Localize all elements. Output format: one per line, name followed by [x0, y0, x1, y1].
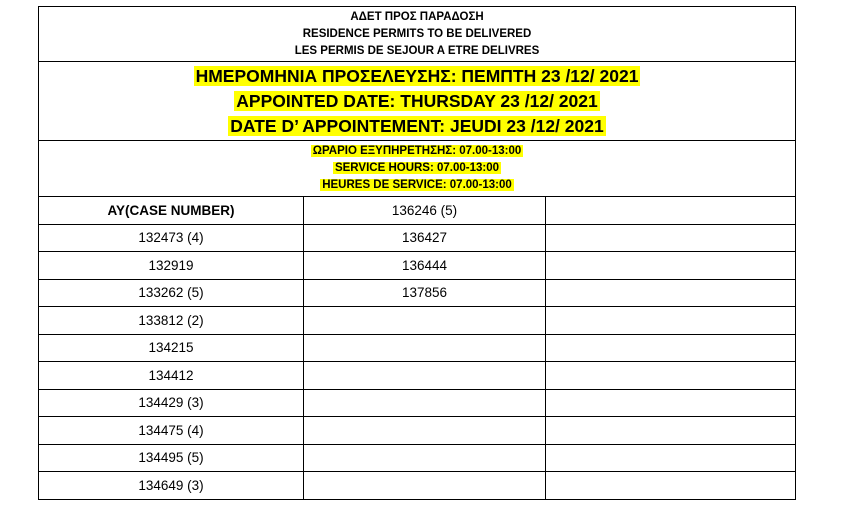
case-cell: 136444: [304, 252, 546, 280]
hours-french: HEURES DE SERVICE: 07.00-13:00: [322, 179, 512, 191]
table-row: [39, 307, 796, 335]
hours-greek: ΩΡΑΡΙΟ ΕΞΥΠΗΡΕΤΗΣΗΣ: 07.00-13:00: [312, 145, 522, 157]
permits-document: [38, 6, 796, 500]
table-row: [39, 444, 796, 472]
case-cell: 133262 (5): [39, 279, 304, 307]
case-cell: 134215: [39, 334, 304, 362]
empty-cell: [546, 197, 796, 225]
empty-cell: [304, 444, 546, 472]
empty-cell: [546, 472, 796, 500]
empty-cell: [304, 417, 546, 445]
title-greek: ΑΔΕΤ ΠΡΟΣ ΠΑΡΑΔΟΣΗ: [350, 10, 484, 23]
case-cell: 136427: [304, 224, 546, 252]
case-cell: 137856: [304, 279, 546, 307]
appointment-date-block: [38, 61, 796, 140]
empty-cell: [304, 362, 546, 390]
empty-cell: [546, 334, 796, 362]
case-cell: 134495 (5): [39, 444, 304, 472]
case-cell: 134412: [39, 362, 304, 390]
date-french: DATE D’ APPOINTEMENT: JEUDI 23 /12/ 2021: [230, 115, 604, 136]
date-english: APPOINTED DATE: THURSDAY 23 /12/ 2021: [236, 90, 598, 111]
date-greek: ΗΜΕΡΟΜΗΝΙΑ ΠΡΟΣΕΛΕΥΣΗΣ: ΠΕΜΠΤΗ 23 /12/ 2021: [195, 65, 639, 86]
table-row: [39, 472, 796, 500]
empty-cell: [546, 417, 796, 445]
title-french: LES PERMIS DE SEJOUR A ETRE DELIVRES: [294, 44, 540, 57]
table-row: [39, 197, 796, 225]
empty-cell: [304, 334, 546, 362]
table-row: [39, 362, 796, 390]
empty-cell: [546, 279, 796, 307]
table-row: [39, 389, 796, 417]
case-cell: 134429 (3): [39, 389, 304, 417]
case-cell: 136246 (5): [304, 197, 546, 225]
case-cell: 134649 (3): [39, 472, 304, 500]
service-hours-block: [38, 140, 796, 196]
title-english: RESIDENCE PERMITS TO BE DELIVERED: [302, 27, 532, 40]
case-cell: 133812 (2): [39, 307, 304, 335]
case-cell: 132473 (4): [39, 224, 304, 252]
table-row: [39, 334, 796, 362]
empty-cell: [304, 307, 546, 335]
case-number-table: [38, 196, 796, 500]
empty-cell: [546, 252, 796, 280]
table-row: [39, 417, 796, 445]
case-cell: 132919: [39, 252, 304, 280]
title-block: [38, 6, 796, 61]
table-row: [39, 224, 796, 252]
empty-cell: [546, 307, 796, 335]
empty-cell: [546, 444, 796, 472]
hours-english: SERVICE HOURS: 07.00-13:00: [334, 162, 500, 174]
empty-cell: [546, 389, 796, 417]
empty-cell: [546, 224, 796, 252]
case-cell: 134475 (4): [39, 417, 304, 445]
case-number-header: AY(CASE NUMBER): [39, 197, 304, 225]
table-row: [39, 279, 796, 307]
empty-cell: [304, 389, 546, 417]
empty-cell: [304, 472, 546, 500]
table-row: [39, 252, 796, 280]
empty-cell: [546, 362, 796, 390]
